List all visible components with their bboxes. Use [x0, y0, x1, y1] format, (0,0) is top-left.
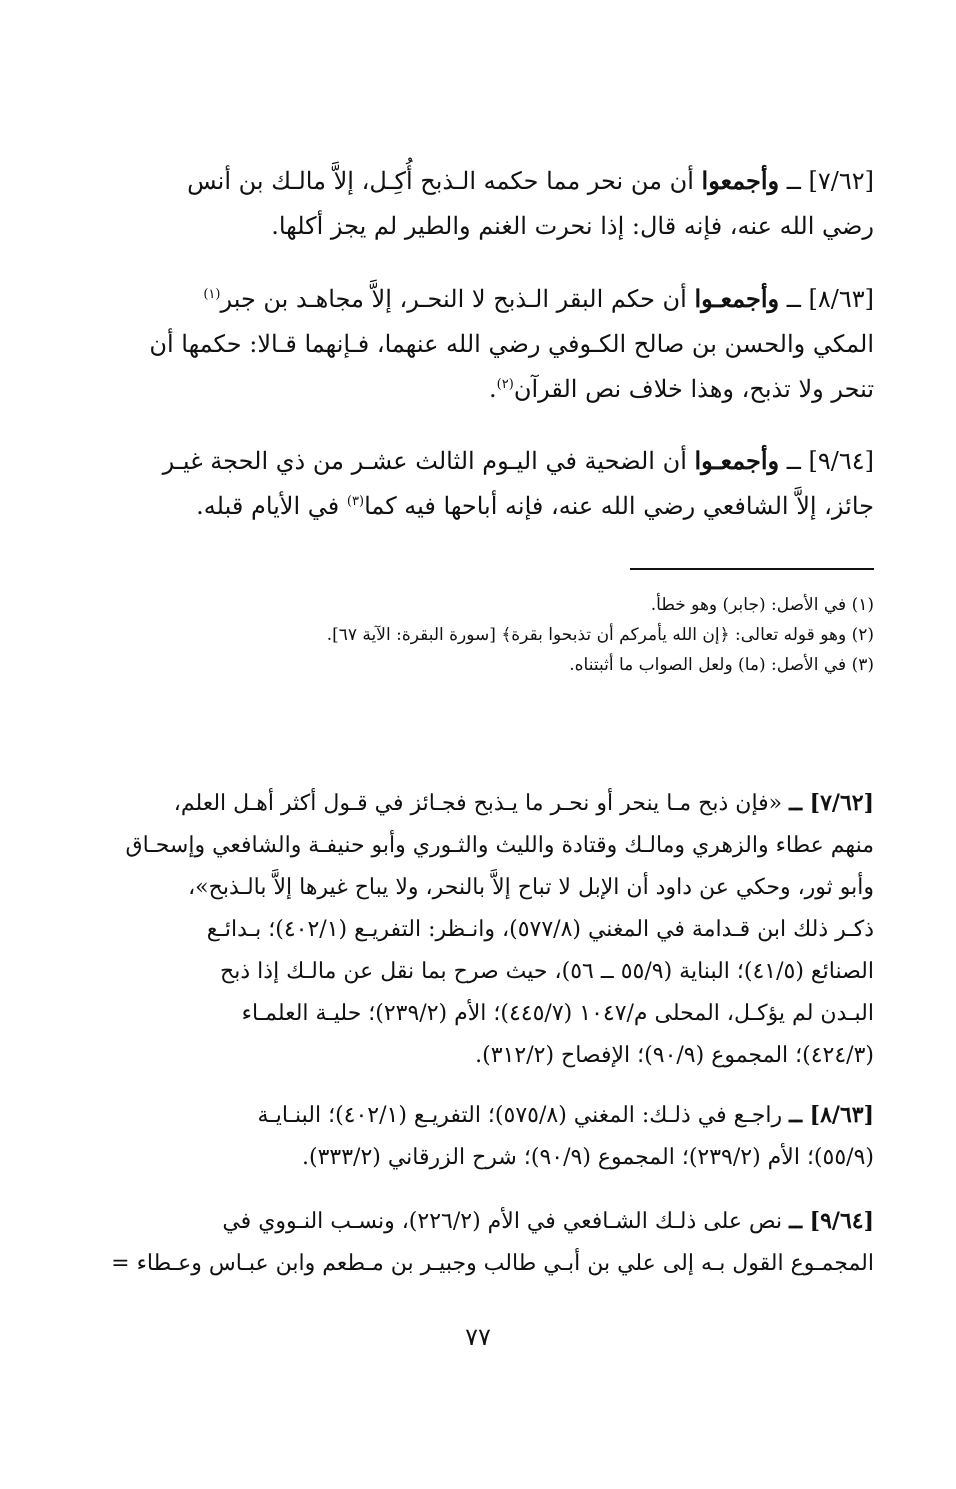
paragraph-text-end: . [489, 375, 497, 403]
paragraph-text: أن الضحية في اليـوم الثالث عشـر من ذي الحجة غيـر [162, 447, 687, 475]
commentary-3-line-1 [130, 1200, 874, 1243]
footnote-text: في الأصل: (جابر) وهو خطأ. [650, 595, 847, 615]
commentary-2 [130, 1094, 874, 1179]
main-paragraph-2-line-2: المكي والحسن بن صالح الكـوفي رضي الله عنهما، فـإنهما قـالا: حكمها أن [149, 330, 874, 358]
footnote-2 [130, 620, 874, 650]
bold-keyword: وأجمعـوا [694, 446, 780, 475]
commentary-text: نص على ذلـك الشـافعي في الأم (٢٢٦/٢)، ونسـب النـووي في [222, 1209, 783, 1234]
paragraph-text-end: في الأيام قبله. [196, 492, 340, 520]
paragraph-text: أن حكم البقر الـذبح لا النحـر، إلاَّ مجاهـد بن جبر [220, 285, 687, 313]
main-paragraph-2-line-3 [130, 367, 874, 412]
footnote-3 [130, 650, 874, 680]
bold-keyword: وأجمعوا [701, 166, 780, 195]
commentary-text: راجـع في ذلـك: المغني (٥٧٥/٨)؛ التفريـع (٤٠٢/١)؛ البنـايـة [257, 1103, 783, 1128]
footnotes [130, 590, 874, 680]
page-number: ٧٧ [465, 1323, 491, 1351]
paragraph-text: تنحر ولا تذبح، وهذا خلاف نص القرآن [513, 375, 874, 403]
footnote-number: (٢) [851, 625, 874, 645]
ref-marker: [٨/٦٣] ــ [789, 1102, 874, 1128]
commentary-1-line-6: البـدن لم يؤكـل، المحلى م/١٠٤٧ (٤٤٥/٧)؛ الأم (٢٣٩/٢)؛ حليـة العلمـاء [241, 1001, 874, 1026]
commentary-1-line-5: الصنائع (٤١/٥)؛ البناية (٥٥/٩ ــ ٥٦)، حيث صرح بما نقل عن مالـك إذا ذبح [220, 959, 874, 984]
main-paragraph-3 [130, 438, 874, 529]
commentary-2-line-1 [130, 1094, 874, 1137]
commentary-1-line-7: (٤٢٤/٣)؛ المجموع (٩٠/٩)؛ الإفصاح (٣١٢/٢). [475, 1043, 874, 1068]
ref-marker: [٧/٦٢] ــ [789, 790, 874, 816]
ref-marker: [٩/٦٤] ــ [786, 447, 874, 475]
footnote-text: في الأصل: (ما) ولعل الصواب ما أثبتناه. [569, 655, 847, 675]
paragraph-text: جائز، إلاَّ الشافعي رضي الله عنه، فإنه أباحها فيه كما [364, 492, 874, 520]
footnote-text: وهو قوله تعالى: ﴿إن الله يأمركم أن تذبحوا بقرة﴾ [سورة البقرة: الآية ٦٧]. [326, 625, 847, 645]
footnote-1 [130, 590, 874, 620]
main-paragraph-2 [130, 276, 874, 412]
paragraph-text: أن من نحر مما حكمه الـذبح أُكِـل، إلاَّ مالـك بن أنس [187, 167, 694, 195]
commentary-text: «فإن ذبح مـا ينحر أو نحـر ما يـذبح فجـائز في قـول أكثر أهـل العلم، [173, 791, 783, 816]
commentary-2-line-2: (٥٥/٩)؛ الأم (٢٣٩/٢)؛ المجموع (٩٠/٩)؛ شرح الزرقاني (٣٣٣/٢). [302, 1145, 874, 1170]
footnote-marker-2[interactable]: (٢) [496, 377, 514, 392]
main-paragraph-1-line-1 [130, 158, 874, 204]
footnote-number: (١) [851, 595, 874, 615]
footnote-separator [630, 568, 874, 570]
commentary-3-line-2: المجمـوع القول بـه إلى علي بن أبـي طالب وجبيـر بن مـطعم وابن عبـاس وعـطاء = [111, 1251, 874, 1276]
commentary-1-line-1 [130, 782, 874, 825]
commentary-1-line-3: وأبو ثور، وحكي عن داود أن الإبل لا تباح إلاَّ بالنحر، ولا يباح غيرها إلاَّ بالـذبح»، [188, 875, 874, 900]
commentary-1-line-2: منهم عطاء والزهري ومالـك وقتادة والليث والثـوري وأبو حنيفـة والشافعي وإسحـاق [125, 833, 874, 858]
ref-marker: [٧/٦٢] ــ [786, 167, 874, 195]
main-paragraph-3-line-1 [130, 438, 874, 484]
footnote-marker-3[interactable]: (٣) [346, 494, 365, 509]
commentary-1-line-4: ذكـر ذلك ابن قـدامة في المغني (٥٧٧/٨)، وانـظر: التفريـع (٤٠٢/١)؛ بـدائـع [206, 917, 874, 942]
main-paragraph-2-line-1 [130, 276, 874, 322]
main-paragraph-3-line-2 [130, 484, 874, 529]
bold-keyword: وأجمعـوا [694, 284, 780, 313]
commentary-3 [111, 1200, 874, 1285]
ref-marker: [٨/٦٣] ــ [786, 285, 874, 313]
commentary-1 [125, 782, 874, 1077]
main-paragraph-1 [130, 158, 874, 249]
footnote-marker-1[interactable]: (١) [203, 287, 221, 302]
ref-marker: [٩/٦٤] ــ [789, 1208, 874, 1234]
main-paragraph-1-line-2: رضي الله عنه، فإنه قال: إذا نحرت الغنم والطير لم يجز أكلها. [271, 212, 874, 240]
footnote-number: (٣) [851, 655, 874, 675]
